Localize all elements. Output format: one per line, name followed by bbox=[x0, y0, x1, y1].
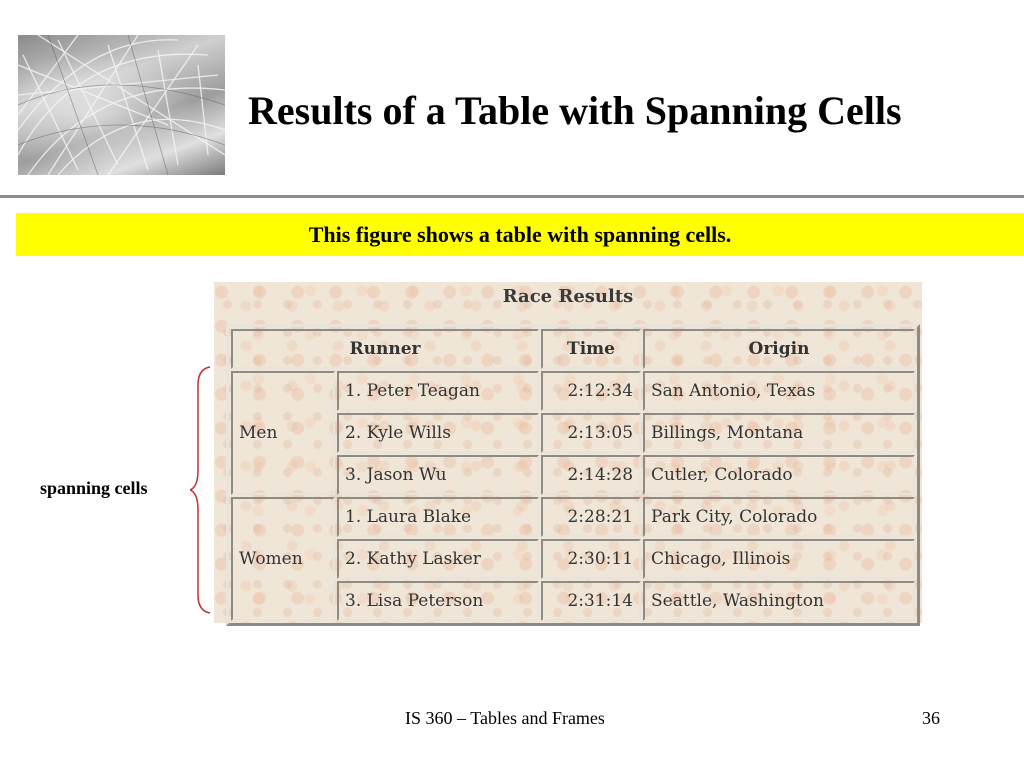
time-cell: 2:13:05 bbox=[541, 413, 641, 453]
geodesic-dome-image bbox=[18, 35, 225, 175]
time-cell: 2:30:11 bbox=[541, 539, 641, 579]
race-results-figure bbox=[214, 282, 922, 623]
yellow-banner: This figure shows a table with spanning cells. bbox=[16, 213, 1024, 256]
header-runner: Runner bbox=[231, 329, 539, 369]
footer-text: IS 360 – Tables and Frames bbox=[405, 708, 605, 728]
time-cell: 2:28:21 bbox=[541, 497, 641, 537]
table-caption: Race Results bbox=[502, 286, 634, 307]
header-origin: Origin bbox=[643, 329, 915, 369]
origin-cell: Billings, Montana bbox=[643, 413, 915, 453]
group-label-men: Men bbox=[231, 371, 335, 495]
runner-cell: 2. Kyle Wills bbox=[337, 413, 539, 453]
race-results-table bbox=[226, 324, 920, 626]
runner-cell: 1. Peter Teagan bbox=[337, 371, 539, 411]
origin-cell: Chicago, Illinois bbox=[643, 539, 915, 579]
page-number: 36 bbox=[922, 708, 940, 728]
time-cell: 2:14:28 bbox=[541, 455, 641, 495]
runner-cell: 3. Lisa Peterson bbox=[337, 581, 539, 621]
slide-title: Results of a Table with Spanning Cells bbox=[248, 88, 902, 133]
divider bbox=[0, 195, 1024, 198]
table-row bbox=[231, 497, 915, 537]
table-header-row bbox=[231, 329, 915, 369]
brace-icon bbox=[190, 365, 214, 615]
runner-cell: 2. Kathy Lasker bbox=[337, 539, 539, 579]
spanning-cells-label: spanning cells bbox=[40, 478, 148, 498]
runner-cell: 3. Jason Wu bbox=[337, 455, 539, 495]
runner-cell: 1. Laura Blake bbox=[337, 497, 539, 537]
origin-cell: Park City, Colorado bbox=[643, 497, 915, 537]
group-label-women: Women bbox=[231, 497, 335, 621]
origin-cell: Cutler, Colorado bbox=[643, 455, 915, 495]
header-time: Time bbox=[541, 329, 641, 369]
time-cell: 2:12:34 bbox=[541, 371, 641, 411]
origin-cell: San Antonio, Texas bbox=[643, 371, 915, 411]
table-row bbox=[231, 371, 915, 411]
time-cell: 2:31:14 bbox=[541, 581, 641, 621]
origin-cell: Seattle, Washington bbox=[643, 581, 915, 621]
